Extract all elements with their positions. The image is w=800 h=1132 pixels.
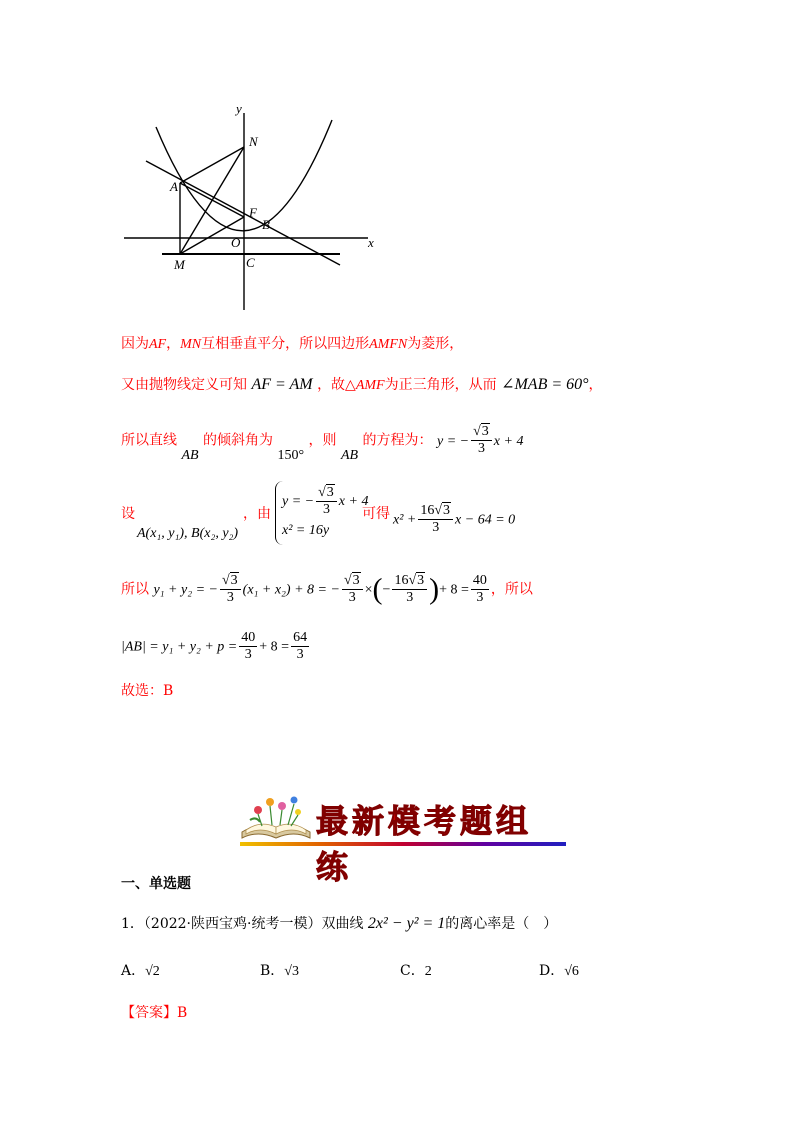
system-eq-1: y = − $\frac{√3}{3}$ x + 4 [282, 484, 369, 517]
text: 所以 [121, 581, 149, 598]
solution-line-1 [121, 335, 463, 354]
text: 可得 [362, 506, 390, 522]
text: ， [588, 377, 603, 393]
math: + 8 = [439, 582, 469, 598]
math: 3 [244, 647, 252, 662]
equation-system [275, 481, 372, 545]
math: 3 [432, 520, 440, 535]
math: 64 [293, 630, 308, 645]
option-label: D． [539, 963, 565, 979]
label-f: F [249, 205, 257, 220]
book-flower-icon [236, 792, 316, 844]
text: 所以直线 [121, 432, 177, 449]
math: 16 [420, 503, 435, 518]
math: 40 [241, 630, 256, 645]
math: 3 [296, 647, 304, 662]
math: 3 [476, 590, 484, 605]
segment-an [180, 147, 244, 183]
math: |AB| = y₁ + y₂ + p = [121, 639, 238, 655]
equation-af-am: AF = AM [251, 376, 313, 393]
hyperbola-equation: 2x² − y² = 1 [367, 915, 446, 932]
math: 3 [406, 590, 414, 605]
math: + 8 = [259, 639, 290, 655]
text: 为菱形， [407, 336, 464, 352]
option-value: √2 [145, 964, 160, 979]
question-text: 的离心率是（ ） [445, 916, 558, 932]
angle-150: 150° [277, 447, 305, 463]
label-o: O [231, 235, 241, 250]
math: x² + [393, 512, 417, 528]
math: 3 [352, 573, 360, 588]
math: 3 [417, 573, 425, 588]
math: y₁ + y₂ = − [153, 582, 218, 598]
option-value: 2 [424, 964, 432, 979]
math: 3 [322, 501, 330, 517]
option-c[interactable] [400, 962, 432, 981]
math-ab: AB [340, 447, 359, 463]
solution-line-3 [121, 424, 523, 464]
text: ， [166, 336, 181, 352]
label-a: A [170, 179, 178, 194]
solution-line-4-by [243, 505, 271, 523]
system-eq-2: x² = 16y [282, 523, 330, 538]
solution-line-2 [121, 376, 603, 395]
section-banner [236, 792, 566, 886]
math: MN [180, 337, 202, 352]
math: 40 [472, 573, 487, 588]
math: 3 [230, 573, 238, 588]
text: 因为 [121, 336, 149, 352]
question-1 [121, 915, 557, 933]
text: ，由 [243, 506, 271, 522]
text: 又由抛物线定义可知 [121, 377, 247, 393]
option-b[interactable] [260, 962, 299, 981]
parabola-figure [110, 95, 390, 320]
math: x + 4 [493, 433, 524, 449]
text: 设 [121, 506, 135, 522]
label-x: x [368, 235, 374, 250]
line-ab-equation: y = − $\frac{√3}{3}$ x + 4 [437, 424, 524, 456]
option-value: √6 [564, 964, 579, 979]
math: 3 [443, 503, 451, 518]
math: x − 64 = 0 [455, 512, 516, 528]
math: AMF [355, 378, 385, 393]
banner-underline [240, 842, 566, 846]
math: 3 [226, 590, 234, 605]
math-ab: AB [181, 447, 199, 463]
question-number: 1． [121, 916, 144, 932]
option-label: B． [260, 963, 285, 979]
math: 3 [477, 441, 485, 456]
option-label: C． [400, 963, 425, 979]
label-m: M [174, 257, 185, 272]
section-heading: 一、单选题 [121, 876, 191, 892]
label-b: B [262, 217, 270, 232]
solution-line-4-lead [121, 505, 135, 523]
solution-line-5: 所以 y₁ + y₂ = − $\frac{√3}{3}$ (x₁ + x₂) + 8 = − $\frac{√3}{3}$ ×(− $\frac{16√3}{3}$ )+ 8 = $\frac{40}{3}$ ，所以 [121, 572, 533, 606]
text: 为正三角形，从而 [384, 377, 497, 393]
answer-line [121, 1004, 187, 1022]
text: ，则 [308, 432, 337, 449]
math: × [364, 582, 373, 598]
banner-title: 最新模考题组练 [316, 802, 533, 886]
label-n: N [249, 134, 258, 149]
math: 3 [481, 424, 489, 439]
question-text: 双曲线 [321, 916, 364, 932]
question-source: （2022·陕西宝鸡·统考一模） [143, 916, 322, 932]
math: 16 [394, 573, 409, 588]
text: ，所以 [490, 581, 533, 598]
segment-af [180, 183, 244, 217]
text: 的倾斜角为 [203, 432, 274, 449]
math: x + 4 [338, 494, 369, 509]
math: 3 [326, 484, 334, 500]
text: 的方程为： [362, 432, 433, 449]
option-value: √3 [284, 964, 299, 979]
text: 互相垂直平分，所以四边形 [201, 336, 370, 352]
option-d[interactable] [539, 962, 579, 981]
option-label: A． [121, 963, 146, 979]
label-c: C [246, 255, 255, 270]
label-y: y [236, 101, 242, 116]
points-ab: A(x₁, y₁), B(x₂, y₂) [137, 526, 239, 541]
math: AF [149, 337, 167, 352]
text: ，故△ [317, 377, 356, 393]
math: y = − [437, 433, 470, 449]
math: (x₁ + x₂) + 8 = − [242, 582, 340, 598]
angle-mab: ∠MAB = 60° [501, 376, 589, 393]
math: AMFN [369, 337, 408, 352]
quadratic-result: x² + $\frac{16√3}{3}$ x − 64 = 0 [393, 503, 516, 535]
math: y = − [282, 494, 315, 509]
answer-tag: 【答案】 [121, 1005, 177, 1021]
math: − [382, 582, 391, 598]
solution-answer: 故选：B [121, 683, 174, 699]
option-a[interactable] [121, 962, 160, 981]
line-ab [146, 161, 340, 265]
answer-value: B [177, 1005, 188, 1021]
solution-line-6 [121, 630, 311, 663]
math: 3 [348, 590, 356, 605]
solution-line-4-yield [362, 505, 390, 523]
